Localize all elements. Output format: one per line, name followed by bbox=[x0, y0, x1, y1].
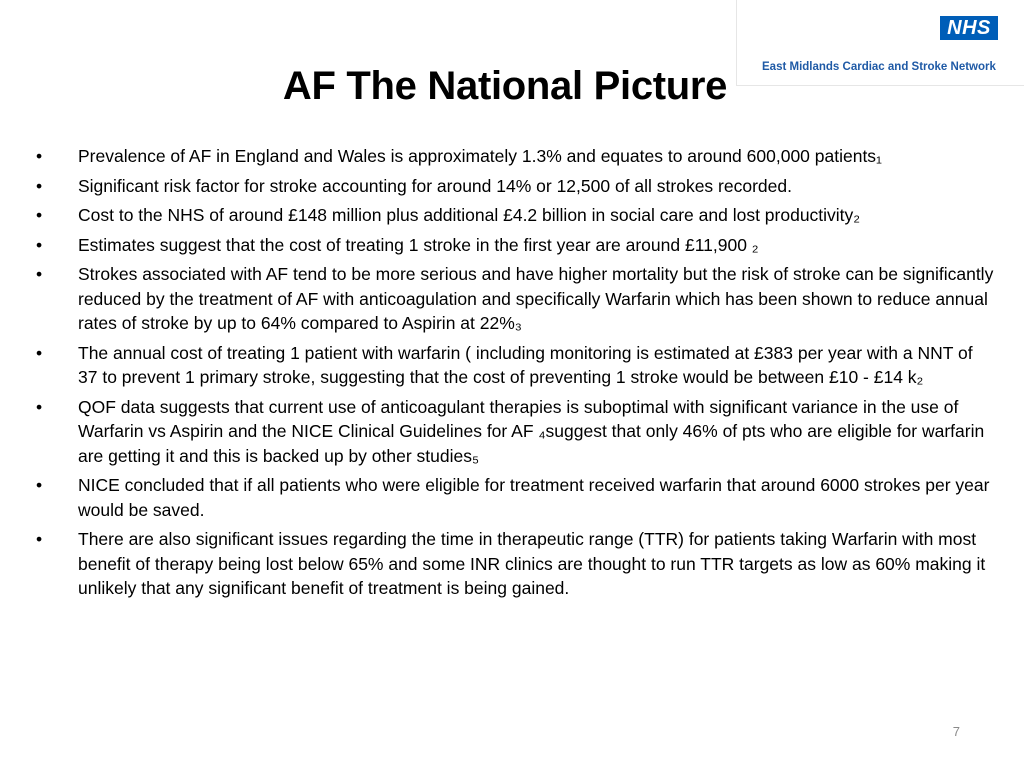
bullet-item bbox=[36, 203, 996, 228]
bullet-icon: • bbox=[36, 205, 43, 225]
bullet-text: QOF data suggests that current use of anticoagulant therapies is suboptimal with significant variance in the use of Warfarin vs Aspirin and the NICE Clinical Guidelines for AF ₄suggest that only 46% of pts who are eligible for warfarin are getting it and this is backed up by other studies₅ bbox=[78, 396, 985, 466]
bullet-item bbox=[36, 262, 996, 336]
bullet-icon: • bbox=[36, 175, 43, 196]
bullet-item bbox=[36, 233, 996, 258]
bullet-icon: • bbox=[36, 146, 43, 166]
bullet-text: Significant risk factor for stroke accounting for around 14% or 12,500 of all strokes recorded. bbox=[78, 175, 792, 196]
slide-title: AF The National Picture bbox=[282, 64, 728, 108]
bullet-item bbox=[36, 473, 996, 522]
bullet-text: There are also significant issues regarding the time in therapeutic range (TTR) for patients taking Warfarin with most benefit of therapy being lost below 65% and some INR clinics are thought to run TTR targets as low as 60% making it unlikely that any significant benefit of treatment is being gained. bbox=[78, 529, 986, 598]
bullet-text: The annual cost of treating 1 patient with warfarin ( including monitoring is estimated at £383 per year with a NNT of 37 to prevent 1 primary stroke, suggesting that the cost of preventing 1 stroke would be between £10 - £14 k₂ bbox=[78, 342, 973, 387]
bullet-item bbox=[36, 341, 996, 390]
bullet-icon: • bbox=[36, 264, 43, 284]
bullet-text: Estimates suggest that the cost of treating 1 stroke in the first year are around £11,900 ₂ bbox=[78, 234, 759, 255]
bullet-item bbox=[36, 395, 996, 469]
bullet-text: Strokes associated with AF tend to be more serious and have higher mortality but the risk of stroke can be significantly reduced by the treatment of AF with anticoagulation and specifically Warfarin which has been shown to reduce annual rates of stroke by up to 64% compared to Aspirin at 22%₃ bbox=[78, 264, 994, 333]
bullet-icon: • bbox=[36, 234, 43, 255]
bullet-icon: • bbox=[36, 342, 43, 363]
bullet-text: Cost to the NHS of around £148 million plus additional £4.2 billion in social care and lost productivity₂ bbox=[78, 205, 861, 225]
bullet-list bbox=[36, 144, 996, 606]
network-name: East Midlands Cardiac and Stroke Network bbox=[762, 61, 996, 73]
nhs-logo: NHS bbox=[940, 16, 998, 40]
page-number: 7 bbox=[952, 724, 960, 739]
bullet-text: NICE concluded that if all patients who were eligible for treatment received warfarin that around 6000 strokes per year would be saved. bbox=[78, 475, 990, 520]
bullet-item bbox=[36, 174, 996, 199]
bullet-item bbox=[36, 144, 996, 169]
bullet-text: Prevalence of AF in England and Wales is approximately 1.3% and equates to around 600,000 patients₁ bbox=[78, 146, 882, 166]
bullet-icon: • bbox=[36, 475, 43, 495]
bullet-item bbox=[36, 527, 996, 601]
bullet-icon: • bbox=[36, 529, 43, 549]
bullet-icon: • bbox=[36, 396, 43, 417]
